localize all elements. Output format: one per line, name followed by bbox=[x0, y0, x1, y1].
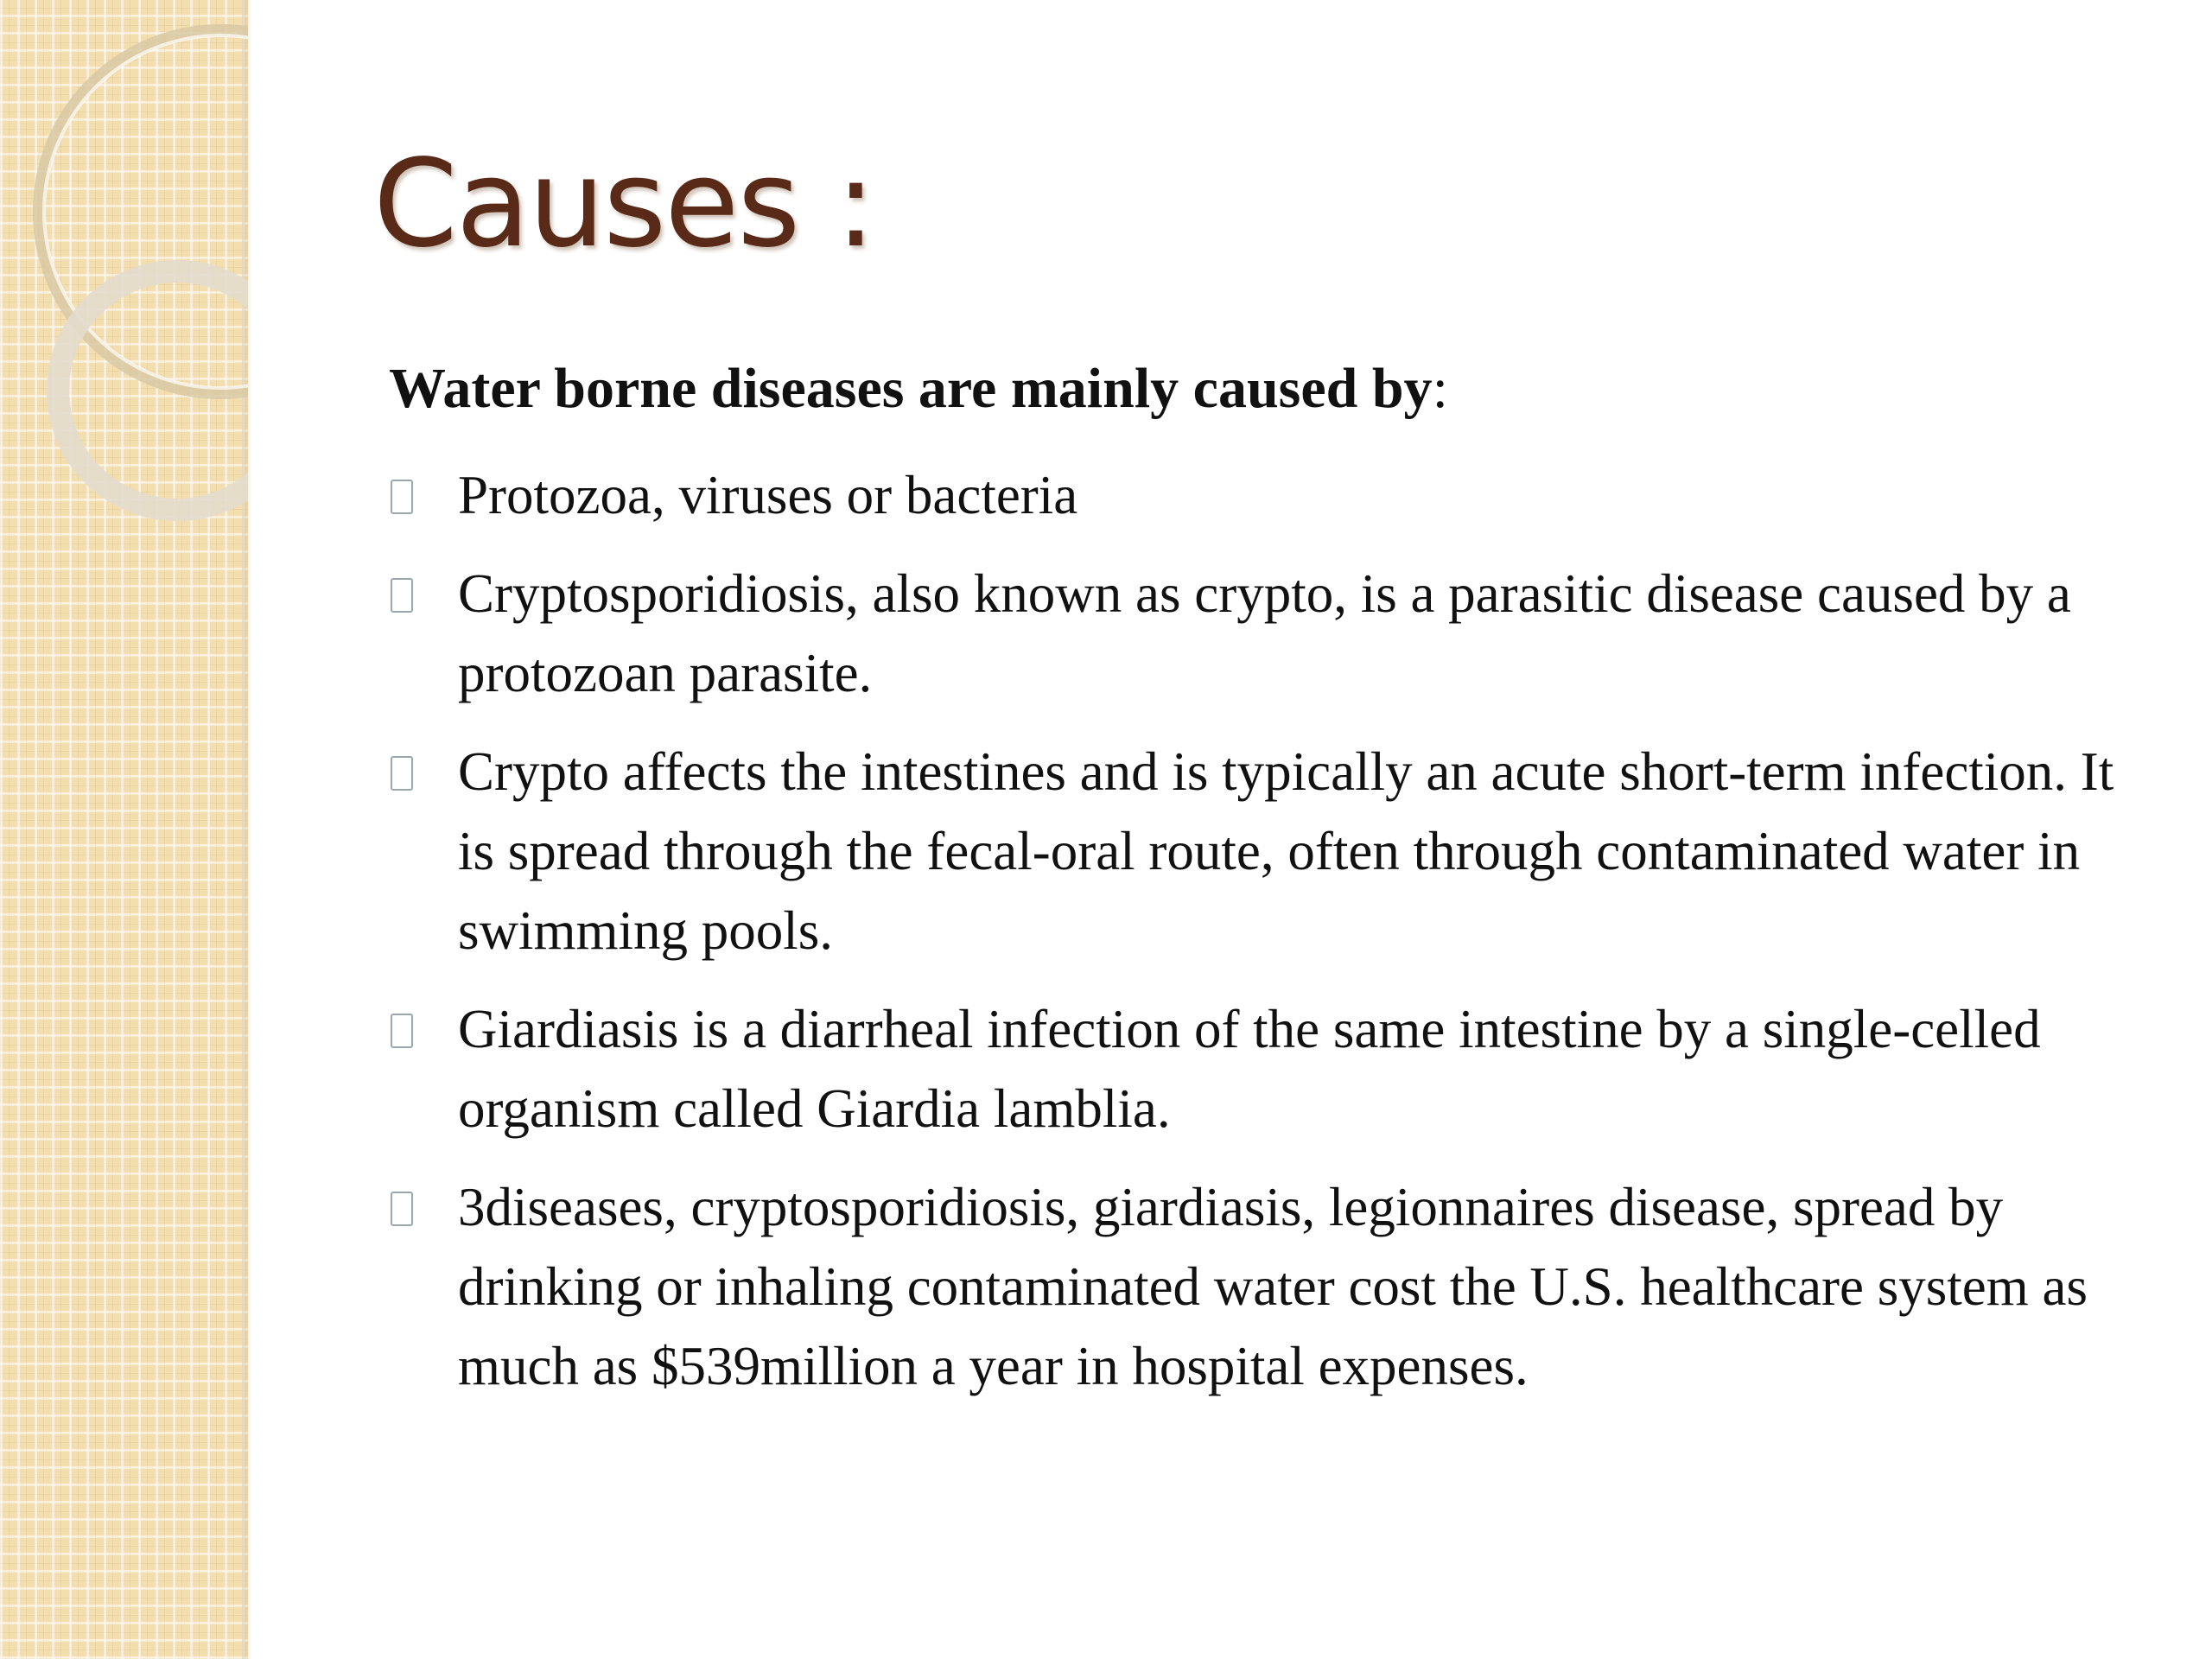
bullet-item bbox=[389, 1167, 2152, 1406]
bullet-item bbox=[389, 455, 2152, 535]
lead-bold-text: Water borne diseases are mainly caused by bbox=[389, 357, 1433, 420]
bullet-box-icon bbox=[391, 1014, 413, 1048]
lead-colon: : bbox=[1432, 357, 1448, 420]
lead-sentence bbox=[389, 354, 2152, 423]
bullet-text: 3diseases, cryptosporidiosis, giardiasis, legionnaires disease, spread by drinking or inhaling contaminated water cost the U.S. healthcare system as much as $539million a year in hospital expenses. bbox=[458, 1177, 2088, 1397]
bullet-text: Cryptosporidiosis, also known as crypto, is a parasitic disease caused by a protozoan parasite. bbox=[458, 563, 2071, 704]
slide-title: Causes : bbox=[373, 134, 874, 275]
bullet-list bbox=[389, 455, 2152, 1406]
rings-group bbox=[39, 30, 402, 510]
bullet-box-icon bbox=[391, 578, 413, 613]
bullet-item bbox=[389, 989, 2152, 1148]
bullet-item bbox=[389, 732, 2152, 970]
bullet-text: Giardiasis is a diarrheal infection of the same intestine by a single-celled organism called Giardia lamblia. bbox=[458, 999, 2041, 1140]
bullet-box-icon bbox=[391, 480, 413, 514]
bullet-item bbox=[389, 554, 2152, 713]
large-ring bbox=[39, 30, 402, 393]
large-ring-highlight bbox=[44, 35, 397, 388]
bullet-text: Crypto affects the intestines and is typically an acute short-term infection. It is spread through the fecal-oral route, often through contaminated water in swimming pools. bbox=[458, 741, 2114, 962]
bullet-box-icon bbox=[391, 1192, 413, 1226]
bullet-box-icon bbox=[391, 756, 413, 791]
bullet-text: Protozoa, viruses or bacteria bbox=[458, 465, 1078, 526]
slide-body bbox=[389, 354, 2152, 1425]
